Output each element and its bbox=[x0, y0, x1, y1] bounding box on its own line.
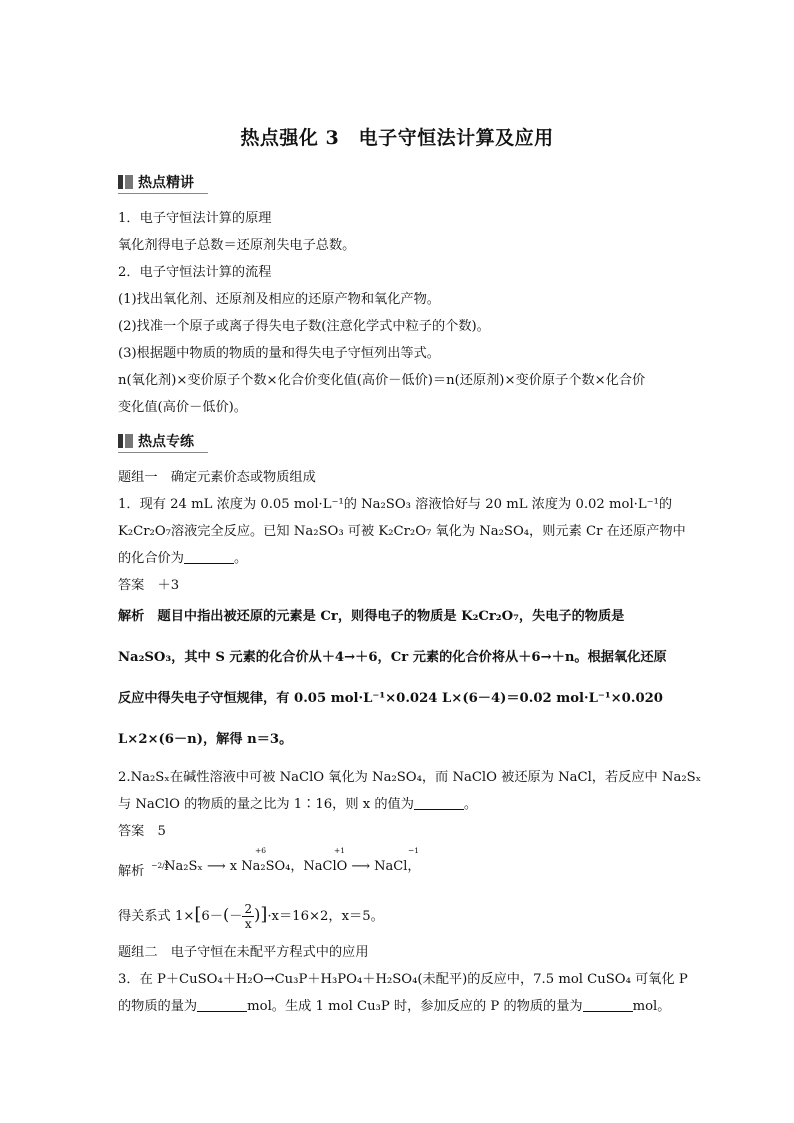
reaction-equation: −2/x Na₂Sₓ ⟶ x Na₂SO₄，NaClO ⟶ NaCl， bbox=[151, 859, 421, 874]
lecture-line: n(氧化剂)×变价原子个数×化合价变化值(高价－低价)＝n(还原剂)×变价原子个数×化合价 bbox=[118, 373, 646, 388]
explanation-line: 解析 题目中指出被还原的元素是 Cr，则得电子的物质是 K₂Cr₂O₇，失电子的物质是 bbox=[118, 609, 625, 624]
oxidation-state-label: −1 bbox=[408, 846, 420, 855]
question-text: 的物质的量为 bbox=[118, 999, 198, 1014]
question-text: 。 bbox=[233, 551, 248, 566]
section-title: 热点精讲 bbox=[138, 175, 194, 191]
lecture-line: 2．电子守恒法计算的流程 bbox=[118, 265, 272, 280]
explanation-line: 反应中得失电子守恒规律，有 0.05 mol·L⁻¹×0.024 L×(6－4)＝0.02 mol·L⁻¹×0.020 bbox=[118, 691, 663, 706]
relation-text: 得关系式 1× bbox=[118, 909, 195, 924]
question-text: 与 NaClO 的物质的量之比为 1∶16，则 x 的值为 bbox=[118, 797, 414, 812]
question-text: 的化合价为 bbox=[118, 551, 184, 566]
answer-blank[interactable] bbox=[184, 551, 234, 564]
oxidation-state-label: +1 bbox=[334, 846, 346, 855]
question-text: 。 bbox=[463, 797, 478, 812]
question-line: K₂Cr₂O₇溶液完全反应。已知 Na₂SO₃ 可被 K₂Cr₂O₇ 氧化为 Na₂SO₄，则元素 Cr 在还原产物中 bbox=[118, 524, 686, 539]
page-title: 热点强化 3 电子守恒法计算及应用 bbox=[240, 127, 554, 149]
section-marker-icon bbox=[118, 434, 123, 448]
section-title: 热点专练 bbox=[138, 434, 194, 450]
lecture-line: 变化值(高价－低价)。 bbox=[118, 400, 247, 415]
bracket-icon: ] bbox=[260, 904, 268, 925]
section-marker-icon bbox=[118, 175, 123, 189]
bracket-icon: [ bbox=[194, 904, 202, 925]
section-divider bbox=[118, 193, 208, 194]
relation-text: 6－ bbox=[201, 909, 223, 924]
question-line: 3．在 P＋CuSO₄＋H₂O→Cu₃P＋H₃PO₄＋H₂SO₄(未配平)的反应中，7.5 mol CuSO₄ 可氧化 P bbox=[118, 972, 688, 987]
paren-icon: ) bbox=[254, 905, 261, 924]
fraction: $\frac{2}{x}$ bbox=[244, 902, 253, 931]
group-title: 题组一 确定元素价态或物质组成 bbox=[118, 470, 316, 485]
equation-text: Na₂Sₓ ⟶ x Na₂SO₄，NaClO ⟶ NaCl， bbox=[164, 859, 421, 874]
question-line bbox=[118, 793, 678, 812]
explanation-line: L×2×(6－n)，解得 n＝3。 bbox=[118, 732, 293, 747]
question-line: 1．现有 24 mL 浓度为 0.05 mol·L⁻¹的 Na₂SO₃ 溶液恰好与 20 mL 浓度为 0.02 mol·L⁻¹的 bbox=[118, 497, 673, 512]
lecture-line: (2)找准一个原子或离子得失电子数(注意化学式中粒子的个数)。 bbox=[118, 319, 490, 334]
relation-text: － bbox=[229, 909, 243, 924]
section-header-lecture bbox=[118, 171, 194, 193]
section-marker-icon bbox=[125, 175, 133, 189]
answer-blank[interactable] bbox=[414, 797, 464, 810]
question-text: mol。 bbox=[632, 999, 671, 1014]
lecture-line: 1．电子守恒法计算的原理 bbox=[118, 211, 272, 226]
explanation-line: Na₂SO₃，其中 S 元素的化合价从＋4→＋6，Cr 元素的化合价将从＋6→＋n。根据氧化还原 bbox=[118, 650, 667, 665]
answer-line: 答案 5 bbox=[118, 824, 166, 839]
relation-text: ·x＝16×2，x＝5。 bbox=[267, 909, 384, 924]
section-marker-icon bbox=[125, 434, 133, 448]
answer-blank[interactable] bbox=[197, 999, 247, 1012]
oxidation-state-label: +6 bbox=[255, 846, 267, 855]
question-line bbox=[118, 547, 678, 566]
paren-icon: ( bbox=[223, 905, 230, 924]
lecture-line: 氧化剂得电子总数＝还原剂失电子总数。 bbox=[118, 238, 356, 253]
section-divider bbox=[118, 452, 208, 453]
answer-blank[interactable] bbox=[583, 999, 633, 1012]
group-title: 题组二 电子守恒在未配平方程式中的应用 bbox=[118, 945, 369, 960]
question-line bbox=[118, 995, 678, 1014]
lecture-line: (1)找出氧化剂、还原剂及相应的还原产物和氧化产物。 bbox=[118, 292, 440, 307]
lecture-line: (3)根据题中物质的物质的量和得失电子守恒列出等式。 bbox=[118, 346, 440, 361]
relation-line bbox=[118, 902, 678, 931]
answer-line: 答案 ＋3 bbox=[118, 578, 180, 593]
explanation-label: 解析 bbox=[118, 864, 145, 879]
question-text: mol。生成 1 mol Cu₃P 时，参加反应的 P 的物质的量为 bbox=[247, 999, 583, 1014]
section-header-practice bbox=[118, 430, 194, 452]
question-line: 2.Na₂Sₓ在碱性溶液中可被 NaClO 氧化为 Na₂SO₄，而 NaClO 被还原为 NaCl，若反应中 Na₂Sₓ bbox=[118, 770, 702, 785]
